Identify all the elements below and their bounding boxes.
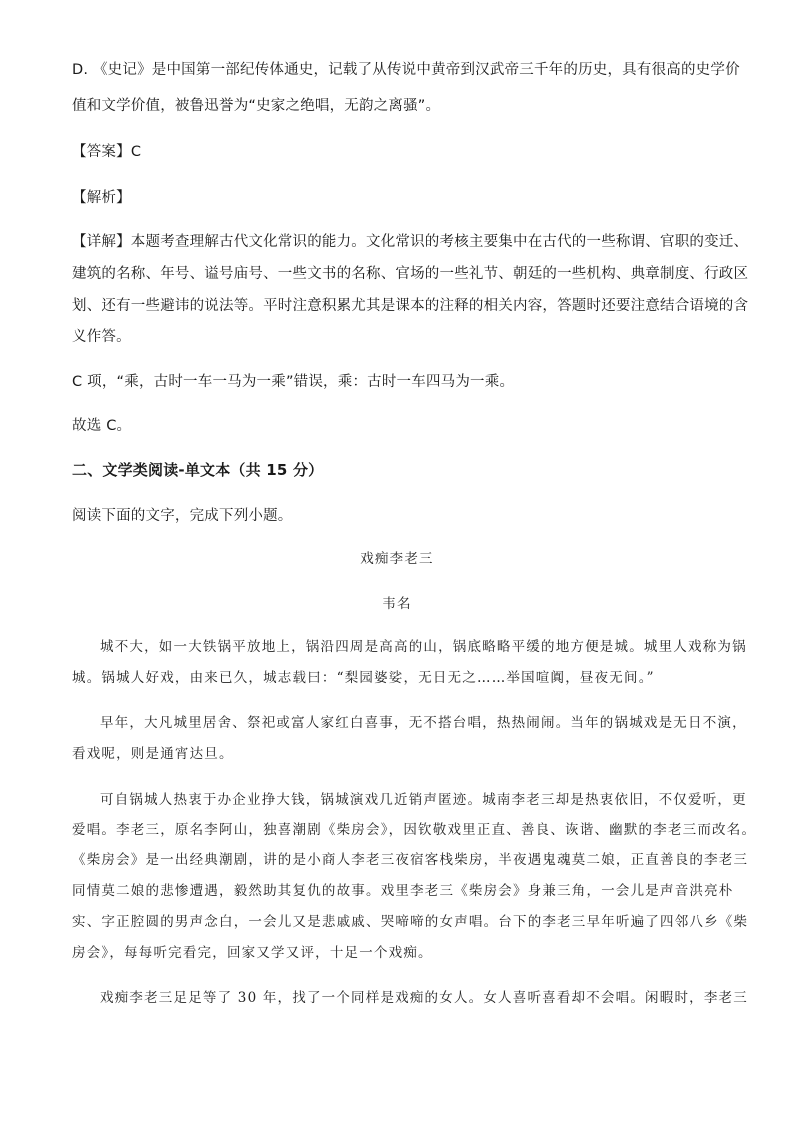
- story-p3-line-6: 房会》，每每听完看完，回家又学又评，十足一个戏痴。: [72, 945, 433, 961]
- story-p3-line-1: 可自锅城人热衷于办企业挣大钱，锅城演戏几近销声匿迹。城南李老三却是热衷依旧，不仅爱听，更: [100, 792, 747, 808]
- story-title: 戏痴李老三: [360, 551, 434, 567]
- story-p3-line-3: 《柴房会》是一出经典潮剧，讲的是小商人李老三夜宿客栈柴房，半夜遇鬼魂莫二娘，正直善良的李老三: [72, 852, 749, 868]
- story-author: 韦名: [382, 596, 412, 612]
- detail-line-1: 【详解】本题考查理解古代文化常识的能力。文化常识的考核主要集中在古代的一些称谓、官职的变迁、: [72, 234, 749, 250]
- story-p2-line-1: 早年，大凡城里居舍、祭祀或富人家红白喜事，无不搭台唱，热热闹闹。当年的锅城戏是无日不演，: [100, 715, 747, 731]
- story-p3-line-5: 实、字正腔圆的男声念白，一会儿又是悲戚戚、哭啼啼的女声唱。台下的李老三早年听遍了四邻八乡《柴: [72, 914, 749, 930]
- detail-line-2: 建筑的名称、年号、谥号庙号、一些文书的名称、官场的一些礼节、朝廷的一些机构、典章制度、行政区: [72, 266, 749, 282]
- c-item-explanation: C 项，“乘，古时一车一马为一乘”错误，乘：古时一车四马为一乘。: [72, 374, 515, 390]
- story-p3-line-2: 爱唱。李老三，原名李阿山，独喜潮剧《柴房会》，因钦敬戏里正直、善良、诙谐、幽默的李老三而改名。: [72, 822, 757, 838]
- option-d-line-2: 值和文学价值，被鲁迅誉为“史家之绝唱，无韵之离骚”。: [72, 98, 441, 114]
- story-p4-line-1: 戏痴李老三足足等了 30 年，找了一个同样是戏痴的女人。女人喜听喜看却不会唱。闲暇时，李老三: [100, 990, 748, 1006]
- answer-row: [72, 142, 722, 162]
- answer-label: 【答案】: [72, 144, 131, 160]
- detail-line-3: 划、还有一些避讳的说法等。平时注意积累尤其是课本的注释的相关内容，答题时还要注意结合语境的含: [72, 298, 749, 314]
- conclusion: 故选 C。: [72, 418, 132, 434]
- detail-line-4: 义作答。: [72, 329, 131, 345]
- answer-value: C: [130, 144, 142, 160]
- story-p1-line-2: 城。锅城人好戏，由来已久，城志载曰：“梨园婆娑，无日无之……举国喧阗，昼夜无间。”: [72, 670, 655, 686]
- section-instruction: 阅读下面的文字，完成下列小题。: [72, 508, 293, 524]
- section-heading: 二、文学类阅读-单文本（共 15 分）: [72, 461, 324, 479]
- story-p2-line-2: 看戏呢，则是通宵达旦。: [72, 746, 234, 762]
- option-d-line-1: D. 《史记》是中国第一部纪传体通史，记载了从传说中黄帝到汉武帝三千年的历史，具有很高的史学价: [72, 62, 740, 78]
- analysis-label: 【解析】: [72, 190, 131, 206]
- story-p1-line-1: 城不大，如一大铁锅平放地上，锅沿四周是高高的山，锅底略略平缓的地方便是城。城里人戏称为锅: [100, 639, 747, 655]
- story-p3-line-4: 同情莫二娘的悲惨遭遇，毅然助其复仇的故事。戏里李老三《柴房会》身兼三角，一会儿是声音洪亮朴: [72, 883, 734, 899]
